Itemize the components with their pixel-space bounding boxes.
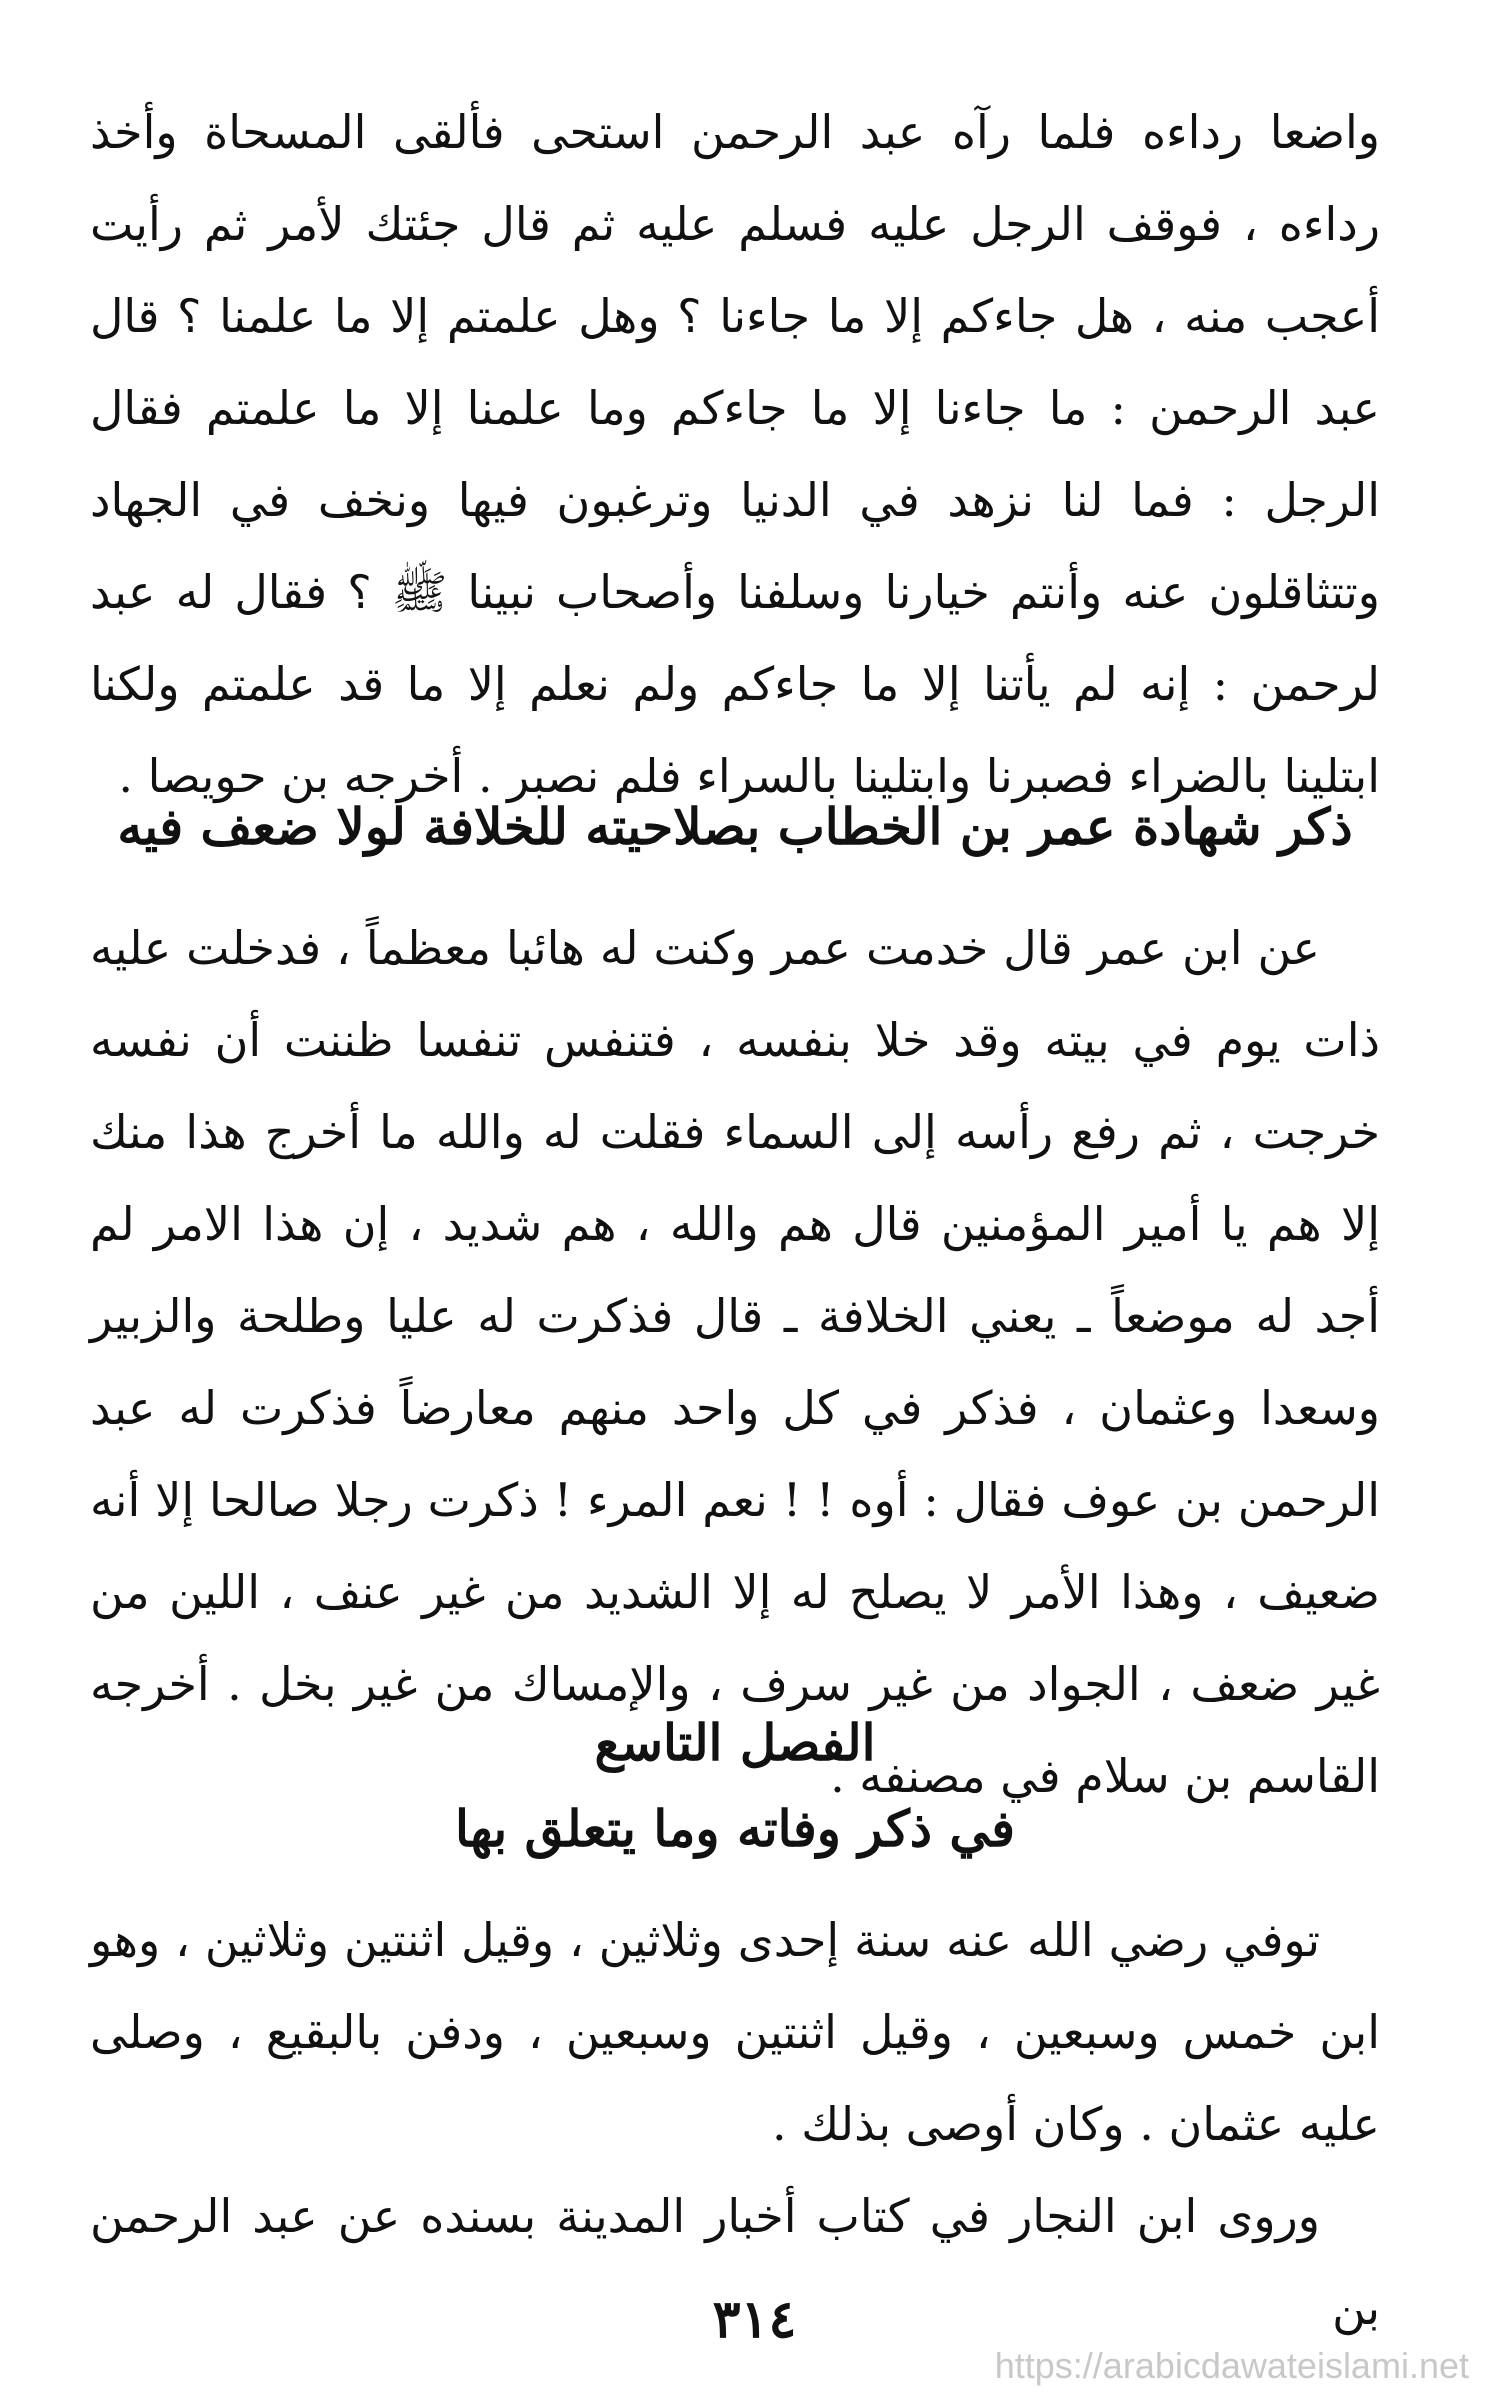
section-heading: ذكر شهادة عمر بن الخطاب بصلاحيته للخلافة لولا ضعف فيه	[117, 797, 1353, 856]
chapter-title: الفصل التاسع	[594, 1713, 876, 1772]
paragraph-2: عن ابن عمر قال خدمت عمر وكنت له هائبا معظماً ، فدخلت عليه ذات يوم في بيته وقد خلا بنفسه ، فتنفس تنفسا ظننت أن نفسه خرجت ، ثم رفع رأسه إلى السماء فقلت له والله ما أخرج هذا منك إلا هم يا أمير المؤمنين قال هم والله ، هم شديد ، إن هذا الامر لم أجد له موضعاً ـ يعني الخلافة ـ قال فذكرت له عليا وطلحة والزبير وسعدا وعثمان ، فذكر في كل واحد منهم معارضاً فذكرت له عبد الرحمن بن عوف فقال : أوه ! ! نعم المرء ! ذكرت رجلا صالحا إلا أنه ضعيف ، وهذا الأمر لا يصلح له إلا الشديد من غير عنف ، اللين من غير ضعف ، الجواد من غير سرف ، والإمساك من غير بخل . أخرجه القاسم بن سلام في مصنفه .	[90, 921, 1380, 1803]
paragraph-3: توفي رضي الله عنه سنة إحدى وثلاثين ، وقيل اثنتين وثلاثين ، وهو ابن خمس وسبعين ، وقيل اثنتين وسبعين ، ودفن بالبقيع ، وصلى عليه عثمان . وكان أوصى بذلك .	[90, 1913, 1380, 2151]
paragraph-4: وروى ابن النجار في كتاب أخبار المدينة بسنده عن عبد الرحمن بن	[90, 2189, 1380, 2335]
watermark-url: https://arabicdawateislami.net	[994, 2345, 1469, 2386]
chapter-subtitle: في ذكر وفاته وما يتعلق بها	[454, 1799, 1015, 1858]
paragraph-2-block	[90, 902, 1380, 1822]
page-number: ٣١٤	[712, 2289, 797, 2350]
paragraph-1: واضعا رداءه فلما رآه عبد الرحمن استحى فألقى المسحاة وأخذ رداءه ، فوقف الرجل عليه فسلم عليه ثم قال جئتك لأمر ثم رأيت أعجب منه ، هل جاءكم إلا ما جاءنا ؟ وهل علمتم إلا ما علمنا ؟ قال عبد الرحمن : ما جاءنا إلا ما جاءكم وما علمنا إلا ما علمتم فقال الرجل : فما لنا نزهد في الدنيا وترغبون فيها ونخف في الجهاد وتتثاقلون عنه وأنتم خيارنا وسلفنا وأصحاب نبينا ﷺ ؟ فقال له عبد لرحمن : إنه لم يأتنا إلا ما جاءكم ولم نعلم إلا ما قد علمتم ولكنا ابتلينا بالضراء فصبرنا وابتلينا بالسراء فلم نصبر . أخرجه بن حويصا .	[90, 105, 1380, 803]
paragraph-1-block	[90, 86, 1380, 822]
